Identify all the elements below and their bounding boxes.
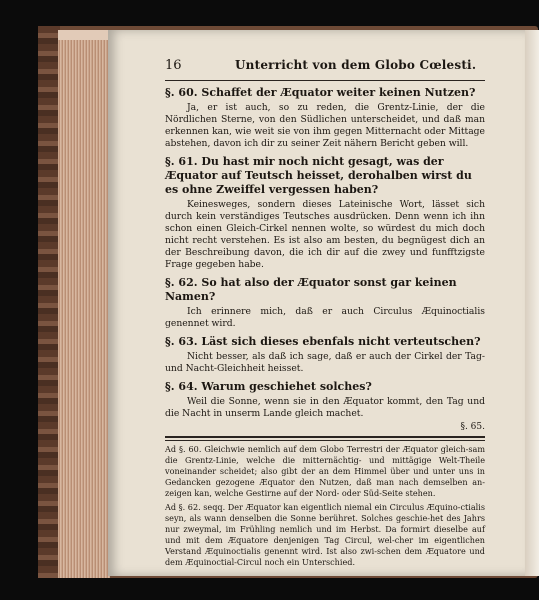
answer: Weil die Sonne, wenn sie in den Æquator kommt, den Tag und die Nacht in unserm Lande gleich machet.: [165, 396, 485, 419]
question: §. 61. Du hast mir noch nicht gesagt, was der Æquator auf Teutsch heisset, derohalben wirst du es ohne Zweiffel vergessen haben?: [165, 155, 472, 196]
section-62: [165, 276, 485, 330]
running-title: Unterricht von dem Globo Cœlesti.: [235, 58, 477, 72]
answer: Ja, er ist auch, so zu reden, die Grentz-Linie, der die Nördlichen Sterne, von den Südlichen unterscheidet, und daß man erkennen kan, wie weit sie von ihm gegen Mitternacht oder Mittage abstehen, davon ich dir zu seiner Zeit nähern Bericht geben will.: [165, 102, 485, 149]
divider: [165, 440, 485, 441]
page-edges-top: [58, 30, 110, 40]
section-61: [165, 155, 485, 271]
question: §. 64. Warum geschiehet solches?: [165, 380, 372, 393]
section-64: [165, 380, 485, 420]
page-text: [165, 58, 485, 568]
page-edges: [58, 30, 110, 578]
footnote: Ad §. 60. Gleichwie nemlich auf dem Globo Terrestri der Æquator gleich-sam die Grentz-Linie, welche die mitternächtig- und mittägige Welt-Theile voneinander scheidet; also gibt der an dem Himmel über und unter uns in Gedancken gezogene Æquator den Nutzen, daß man nach demselben an-zeigen kan, welche Gestirne auf der Nord- oder Süd-Seite stehen.: [165, 444, 485, 498]
answer: Nicht besser, als daß ich sage, daß er auch der Cirkel der Tag- und Nacht-Gleichheit heisset.: [165, 351, 485, 374]
catchword: §. 65.: [460, 422, 485, 432]
divider: [165, 436, 485, 438]
book-spine: [38, 26, 60, 578]
question: §. 62. So hat also der Æquator sonst gar keinen Namen?: [165, 276, 457, 303]
section-60: [165, 86, 485, 150]
section-63: [165, 335, 485, 375]
question: §. 63. Läst sich dieses ebenfals nicht verteutschen?: [165, 335, 481, 348]
question: §. 60. Schaffet der Æquator weiter keinen Nutzen?: [165, 86, 476, 99]
page-number: 16: [165, 58, 182, 73]
answer: Keinesweges, sondern dieses Lateinische Wort, lässet sich durch kein verständiges Teutsches ausdrücken. Denn wenn ich ihn schon einen Gleich-Cirkel nennen wolte, so würdest du mich doch nicht recht verstehen. Es ist also am besten, du begnügest dich an der Beschreibung davon, die ich dir auf die zwey und funfftzigste Frage gegeben habe.: [165, 199, 485, 270]
page-header: [165, 58, 485, 81]
facing-page-edge: [525, 30, 539, 576]
footnote: Ad §. 62. seqq. Der Æquator kan eigentlich niemal ein Circulus Æquino-ctialis seyn, als wann denselben die Sonne berühret. Solches geschie-het des Jahrs nur zweymal, im Frühling nemlich und im Herbst. Da formirt dieselbe auf und mit dem Æquatore denjenigen Tag Circul, wel-cher im eigentlichen Verstand Æquinoctialis genennt wird. Ist also zwi-schen dem Æquatore und dem Æquinoctial-Circul noch ein Unterschied.: [165, 502, 485, 567]
answer: Ich erinnere mich, daß er auch Circulus Æquinoctialis genennet wird.: [165, 306, 485, 329]
